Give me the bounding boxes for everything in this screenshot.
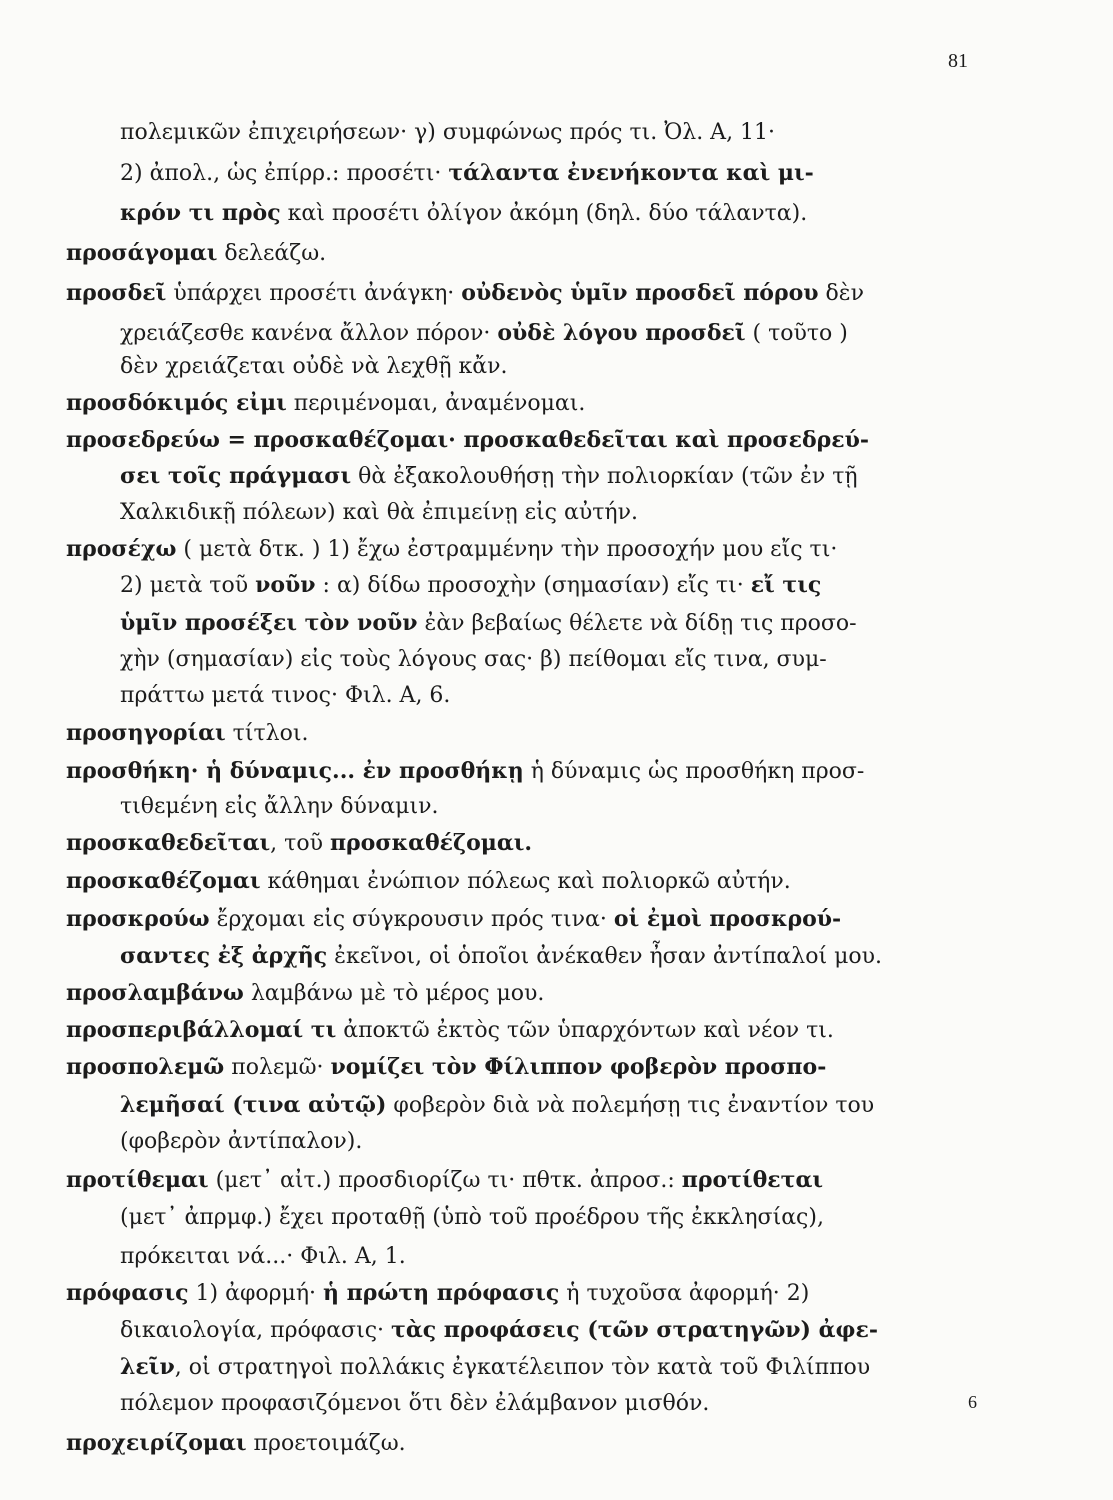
text-line [66, 866, 791, 897]
text-line [66, 388, 585, 419]
headword: οὐδενὸς ὑμῖν προσδεῖ πόρου [461, 280, 819, 306]
headword: πρόφασις [66, 1280, 189, 1306]
gloss-text: 2) ἀπολ., ὡς ἐπίρρ.: προσέτι· [120, 161, 449, 186]
headword: προσπεριβάλλομαί τι [66, 1017, 337, 1043]
headword: προσδεῖ [66, 280, 167, 306]
text-line [66, 278, 864, 309]
gloss-text: ἐκεῖνοι, οἱ ὁποῖοι ἀνέκαθεν ἦσαν ἀντίπαλοί μου. [327, 944, 882, 969]
headword: τὰς προφάσεις (τῶν στρατηγῶν) ἀφε- [391, 1317, 878, 1343]
text-line [66, 425, 869, 456]
gloss-text: 1) ἀφορμή· [188, 1281, 323, 1306]
headword: οἱ ἐμοὶ προσκρού- [613, 906, 842, 932]
gloss-text: (μετ᾽ αἰτ.) προσδιορίζω τι· πθτκ. ἀπροσ.: [208, 1168, 682, 1193]
headword: σει τοῖς πράγμασι [120, 463, 352, 489]
text-line [120, 158, 814, 189]
gloss-text: ἐὰν βεβαίως θέλετε νὰ δίδῃ τις προσο- [417, 611, 857, 636]
text-line [120, 1352, 870, 1383]
text-line [120, 318, 848, 349]
headword: προσάγομαι [66, 240, 218, 266]
text-line [66, 978, 544, 1009]
headword: νοῦν [255, 572, 316, 598]
gloss-text: , τοῦ [270, 831, 330, 856]
headword: κρόν τι πρὸς [120, 200, 281, 226]
gloss-text: καὶ προσέτι ὀλίγον ἀκόμη (δηλ. δύο τάλαντα). [280, 201, 808, 226]
text-line [66, 238, 326, 269]
headword: προχειρίζομαι [66, 1430, 247, 1456]
text-line [120, 1090, 874, 1121]
text-line [120, 608, 857, 639]
gloss-text: τίτλοι. [225, 721, 309, 746]
text-line [120, 1389, 709, 1419]
gloss-text: χρειάζεσθε κανένα ἄλλον πόρον· [120, 321, 498, 346]
headword: λεμῆσαί (τινα αὐτῷ) [120, 1092, 387, 1118]
headword: ὑμῖν προσέξει τὸν νοῦν [120, 610, 418, 636]
text-line [120, 461, 858, 492]
gloss-text: ἀποκτῶ ἐκτὸς τῶν ὑπαρχόντων καὶ νέον τι. [336, 1018, 834, 1043]
headword: προσκαθεδεῖται [66, 830, 271, 856]
text-line [66, 828, 532, 859]
text-line [120, 1203, 824, 1233]
page-number: 81 [948, 50, 968, 72]
gloss-text: τιθεμένη εἰς ἄλλην δύναμιν. [120, 794, 439, 819]
text-line [120, 792, 438, 822]
text-line [66, 1052, 826, 1083]
headword: τάλαντα ἐνενήκοντα καὶ μι- [448, 160, 814, 186]
gloss-text: πολεμικῶν ἐπιχειρήσεων· γ) συμφώνως πρός τι. Ὀλ. Α, 11· [120, 120, 776, 145]
headword: σαντες ἐξ ἀρχῆς [120, 943, 328, 969]
text-line [120, 941, 882, 972]
text-line [66, 756, 864, 787]
gloss-text: πόλεμον προφασιζόμενοι ὅτι δὲν ἐλάμβανον μισθόν. [120, 1391, 710, 1416]
headword: προσλαμβάνω [66, 980, 244, 1006]
text-line [66, 1015, 834, 1046]
headword: προσδόκιμός εἰμι [66, 390, 287, 416]
text-line [66, 904, 841, 935]
gloss-text: , οἱ στρατηγοὶ πολλάκις ἐγκατέλειπον τὸν κατὰ τοῦ Φιλίππου [174, 1355, 871, 1380]
gloss-text: περιμένομαι, ἀναμένομαι. [286, 391, 586, 416]
text-line [120, 1315, 878, 1346]
text-line [120, 498, 638, 528]
gloss-text: πράττω μετά τινος· Φιλ. Α, 6. [120, 683, 451, 708]
text-line [66, 1278, 809, 1309]
gloss-text: δελεάζω. [217, 241, 327, 266]
headword: προσεδρεύω = προσκαθέζομαι· προσκαθεδεῖται καὶ προσεδρεύ- [66, 427, 870, 453]
gloss-text: Χαλκιδικῇ πόλεων) καὶ θὰ ἐπιμείνῃ εἰς αὐτήν. [120, 500, 638, 525]
headword: νομίζει τὸν Φίλιππον φοβερὸν προσπο- [330, 1054, 827, 1080]
headword: προσηγορίαι [66, 720, 226, 746]
headword: προσέχω [66, 536, 177, 562]
headword: προσκαθέζομαι [66, 868, 261, 894]
text-line [66, 534, 837, 565]
gloss-text: δὲν [818, 281, 864, 306]
text-line [66, 1428, 406, 1459]
gloss-text: πρόκειται νά...· Φιλ. Α, 1. [120, 1244, 406, 1269]
text-line [66, 718, 308, 749]
gloss-text: προετοιμάζω. [246, 1431, 406, 1456]
headword: προσκαθέζομαι. [329, 830, 533, 856]
text-line [120, 352, 507, 382]
text-line [120, 645, 827, 675]
text-line [120, 198, 807, 229]
gloss-text: δὲν χρειάζεται οὐδὲ νὰ λεχθῇ κἄν. [120, 354, 508, 379]
headword: προτίθεται [681, 1167, 824, 1193]
gloss-text: λαμβάνω μὲ τὸ μέρος μου. [243, 981, 545, 1006]
headword: εἴ τις [750, 572, 822, 598]
headword: προσθήκη· ἡ δύναμις... ἐν προσθήκῃ [66, 758, 524, 784]
gloss-text: : α) δίδω προσοχὴν (σημασίαν) εἴς τι· [315, 573, 751, 598]
gloss-text: πολεμῶ· [224, 1055, 331, 1080]
gloss-text: 2) μετὰ τοῦ [120, 573, 256, 598]
text-line [120, 118, 775, 148]
gloss-text: φοβερὸν διὰ νὰ πολεμήσῃ τις ἐναντίον του [386, 1093, 875, 1118]
text-line [120, 1242, 406, 1272]
headword: προσπολεμῶ [66, 1054, 225, 1080]
headword: λεῖν [120, 1354, 175, 1380]
gloss-text: ὑπάρχει προσέτι ἀνάγκη· [166, 281, 462, 306]
text-line [120, 1127, 362, 1157]
gloss-text: θὰ ἐξακολουθήσῃ τὴν πολιορκίαν (τῶν ἐν τῇ [351, 464, 858, 489]
gloss-text: (φοβερὸν ἀντίπαλον). [120, 1129, 363, 1154]
signature-mark: 6 [968, 1392, 977, 1412]
gloss-text: χὴν (σημασίαν) εἰς τοὺς λόγους σας· β) πείθομαι εἴς τινα, συμ- [120, 647, 827, 672]
headword: προτίθεμαι [66, 1167, 209, 1193]
gloss-text: ( τοῦτο ) [745, 321, 848, 346]
text-line [66, 1165, 823, 1196]
gloss-text: ἔρχομαι εἰς σύγκρουσιν πρός τινα· [209, 907, 614, 932]
gloss-text: ( μετὰ δτκ. ) 1) ἔχω ἐστραμμένην τὴν προσοχήν μου εἴς τι· [176, 537, 838, 562]
gloss-text: ἡ τυχοῦσα ἀφορμή· 2) [559, 1281, 810, 1306]
text-line [120, 681, 450, 711]
headword: προσκρούω [66, 906, 210, 932]
headword: ἡ πρώτη πρόφασις [323, 1280, 560, 1306]
gloss-text: κάθημαι ἐνώπιον πόλεως καὶ πολιορκῶ αὐτήν. [260, 869, 791, 894]
text-line [120, 570, 821, 601]
gloss-text: δικαιολογία, πρόφασις· [120, 1318, 392, 1343]
gloss-text: (μετ᾽ ἀπρμφ.) ἔχει προταθῇ (ὑπὸ τοῦ προέδρου τῆς ἐκκλησίας), [120, 1205, 824, 1230]
headword: οὐδὲ λόγου προσδεῖ [497, 320, 746, 346]
gloss-text: ἡ δύναμις ὡς προσθήκη προσ- [523, 759, 865, 784]
